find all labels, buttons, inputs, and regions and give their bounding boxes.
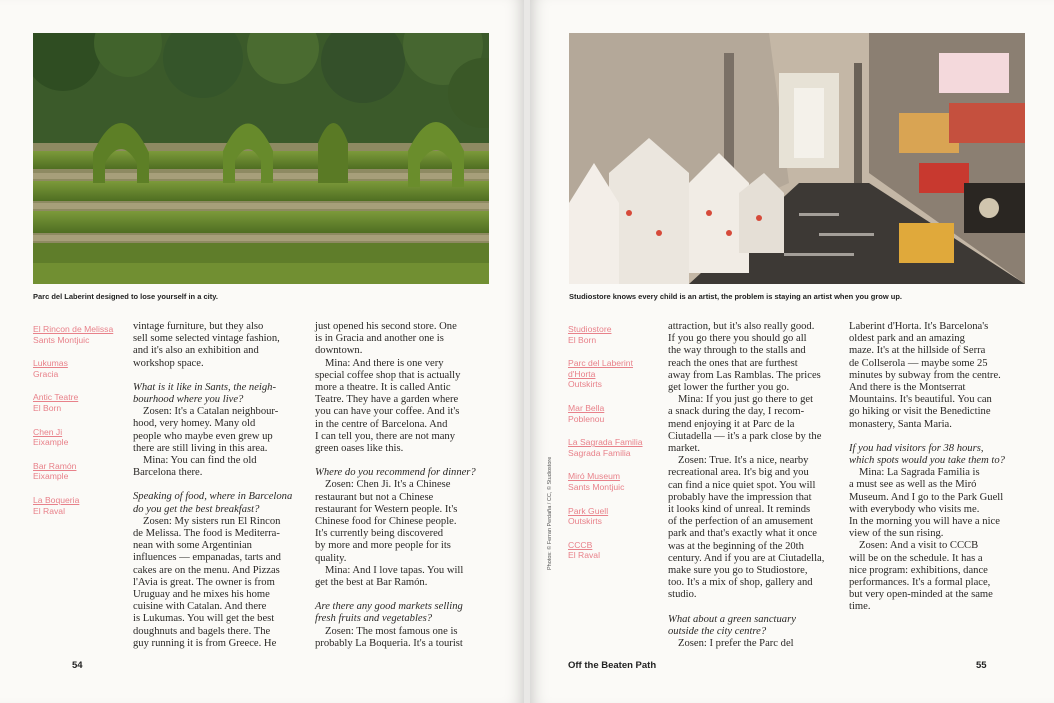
venue-name[interactable]: La Boqueria <box>33 494 80 505</box>
right-page <box>530 0 1054 703</box>
interview-question: What is it like in Sants, the neigh- bourhood where you live? <box>133 381 276 406</box>
venue-item <box>33 427 128 448</box>
venue-name[interactable]: Parc del Laberint d'Horta <box>568 358 633 379</box>
venue-item <box>33 358 128 379</box>
article-paragraph: Zosen: The most famous one is probably La Boqueria. It's a tourist <box>315 625 463 649</box>
article-column-1 <box>133 321 311 650</box>
article-paragraph: Mina: And there is one very special coffee shop that is actually more a theatre. It is called Antic Teatre. They have a garden where you can have your coffee. And it's in the centre of Barcelona. And I can tell you, there are not many green oases like this. <box>315 357 461 455</box>
venue-sidebar <box>33 324 128 529</box>
article-paragraph: Laberint d'Horta. It's Barcelona's oldest park and an amazing maze. It's at the hillside of Serra de Collserola — maybe some 25 minutes by subway from the centre. And there is the Montserrat Mountains. It's beautiful. You can go hiking or visit the Benedictine monastery, Santa Maria. <box>849 321 1001 430</box>
venue-item <box>568 324 668 345</box>
venue-name[interactable]: La Sagrada Familia <box>568 437 643 448</box>
venue-area: Sants Montjuic <box>33 334 90 345</box>
venue-area: El Raval <box>33 505 65 516</box>
venue-item <box>568 540 668 561</box>
interview-question: Are there any good markets selling fresh fruits and vegetables? <box>315 601 463 625</box>
photo-caption: Parc del Laberint designed to lose yourself in a city. <box>33 292 218 301</box>
interview-question: What about a green sanctuary outside the city centre? <box>668 613 796 637</box>
article-paragraph: just opened his second store. One is in Gracia and another one is downtown. <box>315 321 457 357</box>
venue-area: El Raval <box>568 550 600 561</box>
venue-item <box>568 471 668 492</box>
venue-area: Sants Montjuic <box>568 481 625 492</box>
venue-item <box>568 437 668 458</box>
venue-name[interactable]: Antic Teatre <box>33 392 79 403</box>
venue-item <box>33 461 128 482</box>
article-paragraph: vintage furniture, but they also sell some selected vintage fashion, and it's also an exhibition and workshop space. <box>133 321 280 369</box>
venue-name[interactable]: Mar Bella <box>568 402 605 413</box>
article-paragraph: Zosen: Chen Ji. It's a Chinese restaurant but not a Chinese restaurant for Western people. It's Chinese food for Chinese people. It's currently being discovered by more and more people for its quality. <box>315 479 458 564</box>
venue-item <box>568 403 668 424</box>
article-paragraph: Zosen: True. It's a nice, nearby recreational area. It's big and you can find a nice quiet spot. You will probably have the impression that it looks kind of unreal. It reminds of the perfection of an amusement park and that's exactly what it once was at the beginning of the 20th century. And if you are at Ciutadella, make sure you go to Studiostore, too. It's a mix of shop, gallery and studio. <box>668 455 825 601</box>
venue-name[interactable]: CCCB <box>568 539 593 550</box>
venue-area: Gracia <box>33 368 59 379</box>
article-column-1 <box>668 321 846 650</box>
venue-name[interactable]: Chen Ji <box>33 426 63 437</box>
venue-name[interactable]: Studiostore <box>568 324 612 334</box>
article-paragraph: Zosen: My sisters run El Rincon de Melissa. The food is Mediterra- nean with some Argentinian influences — empanadas, tarts and cakes are on the menu. And Pizzas l'Avia is great. The owner is from Uruguay and he mixes his home cuisine with Catalan. And there is Lukumas. You will get the best doughnuts and bagels there. The guy running it is from Greece. He <box>133 515 281 649</box>
venue-name[interactable]: Park Guell <box>568 505 609 516</box>
venue-sidebar <box>568 324 668 574</box>
venue-area: Outskirts <box>568 516 602 527</box>
interview-question: Speaking of food, where in Barcelona do you get the best breakfast? <box>133 491 293 515</box>
venue-name[interactable]: Lukumas <box>33 358 68 369</box>
venue-area: Eixample <box>33 437 69 448</box>
venue-area: El Born <box>568 334 597 345</box>
article-paragraph: Mina: If you just go there to get a snack during the day, I recom- mend enjoying it at Parc de la Ciutadella — it's a park close by the market. <box>668 394 822 455</box>
venue-item <box>33 392 128 413</box>
venue-area: Poblenou <box>568 413 605 424</box>
venue-name[interactable]: El Rincon de Melissa <box>33 324 114 334</box>
running-title: Off the Beaten Path <box>568 660 657 671</box>
interview-question: Where do you recommend for dinner? <box>315 467 476 479</box>
venue-item <box>33 495 128 516</box>
article-paragraph: Mina: And I love tapas. You will get the best at Bar Ramón. <box>315 564 464 589</box>
page-number: 54 <box>72 660 83 671</box>
venue-name[interactable]: Miró Museum <box>568 471 621 482</box>
interview-question: If you had visitors for 38 hours, which spots would you take them to? <box>849 442 1005 467</box>
article-paragraph: Zosen: I prefer the Parc del <box>678 638 794 650</box>
venue-area: Sagrada Familia <box>568 447 631 458</box>
article-paragraph: Zosen: And a visit to CCCB will be on the schedule. It has a nice program: exhibitions, dance performances. It's a formal place, but very open-minded at the same time. <box>849 540 993 613</box>
venue-area: Outskirts <box>568 379 602 390</box>
article-column-2 <box>849 321 1027 614</box>
article-column-2 <box>315 321 493 650</box>
venue-area: Eixample <box>33 471 69 482</box>
venue-area: El Born <box>33 402 62 413</box>
photo-caption: Studiostore knows every child is an artist, the problem is staying an artist when you grow up. <box>569 292 902 301</box>
page-number: 55 <box>976 660 987 671</box>
venue-name[interactable]: Bar Ramón <box>33 460 77 471</box>
article-paragraph: Zosen: It's a Catalan neighbour- hood, very homey. Many old people who maybe even grew up there are still living in this area. <box>133 406 279 454</box>
photo-credit: Photos: © Ferran Perdaña / CC, © Studiostore <box>547 456 553 570</box>
left-page <box>0 0 524 703</box>
venue-item <box>33 324 128 345</box>
studiostore-photo <box>569 33 1025 284</box>
article-paragraph: attraction, but it's also really good. If you go there you should go all the way through to the stalls and reach the ones that are furthest away from Las Ramblas. The prices get lower the further you go. <box>668 321 821 394</box>
article-paragraph: Mina: La Sagrada Familia is a must see as well as the Miró Museum. And I go to the Park Guell with everybody who visits me. In the morning you will have a nice view of the sun rising. <box>849 467 1004 540</box>
maze-photo <box>33 33 489 284</box>
venue-item <box>568 358 668 390</box>
article-paragraph: Mina: You can find the old Barcelona there. <box>133 455 257 479</box>
venue-item <box>568 506 668 527</box>
